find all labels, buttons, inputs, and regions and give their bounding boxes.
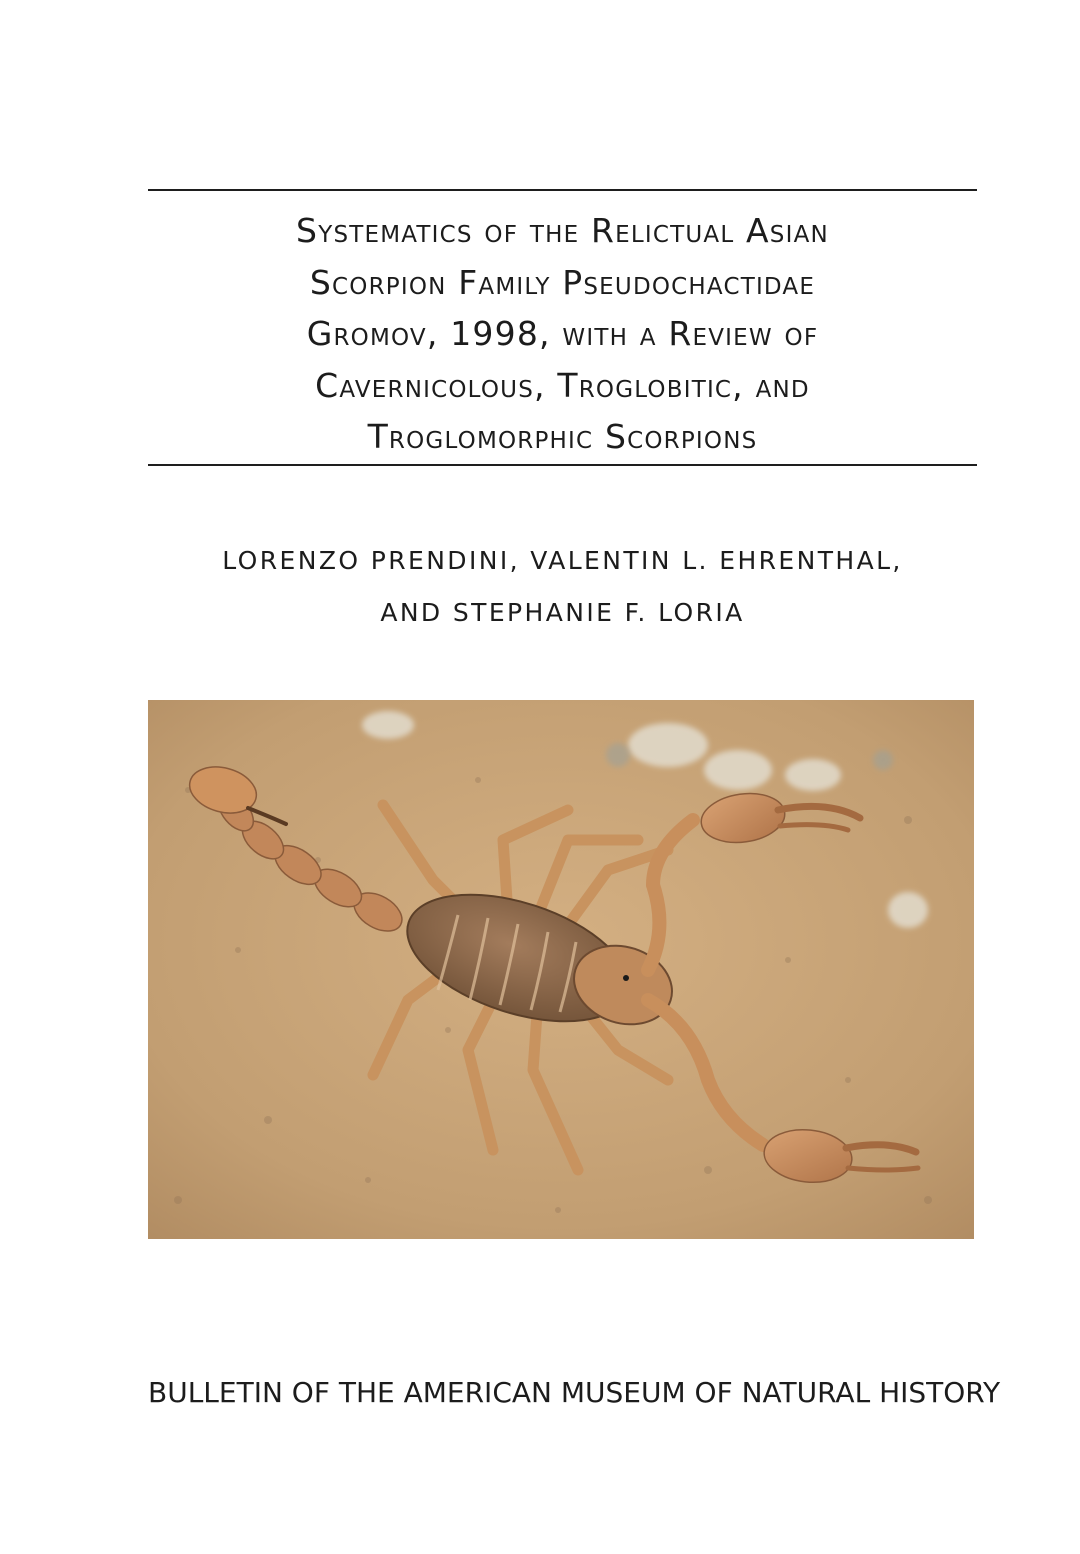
book-title <box>148 205 977 463</box>
title-line-2: Scorpion Family Pseudochactidae <box>309 262 816 302</box>
title-line-1: Systematics of the Relictual Asian <box>296 211 829 250</box>
title-top-rule <box>148 189 977 191</box>
authors <box>148 535 977 639</box>
title-line-5: Troglomorphic Scorpions <box>367 417 758 456</box>
title-line-4: Cavernicolous, Troglobitic, and <box>315 365 810 405</box>
author-line-1: LORENZO PRENDINI, VALENTIN L. EHRENTHAL, <box>222 546 903 575</box>
title-bottom-rule <box>148 464 977 466</box>
cover-photo-scorpion <box>148 700 974 1239</box>
author-line-2: AND STEPHANIE F. LORIA <box>380 598 745 627</box>
title-line-3: Gromov, 1998, with a Review of <box>306 314 819 353</box>
publisher-series: BULLETIN OF THE AMERICAN MUSEUM OF NATURAL HISTORY <box>148 1376 1001 1409</box>
